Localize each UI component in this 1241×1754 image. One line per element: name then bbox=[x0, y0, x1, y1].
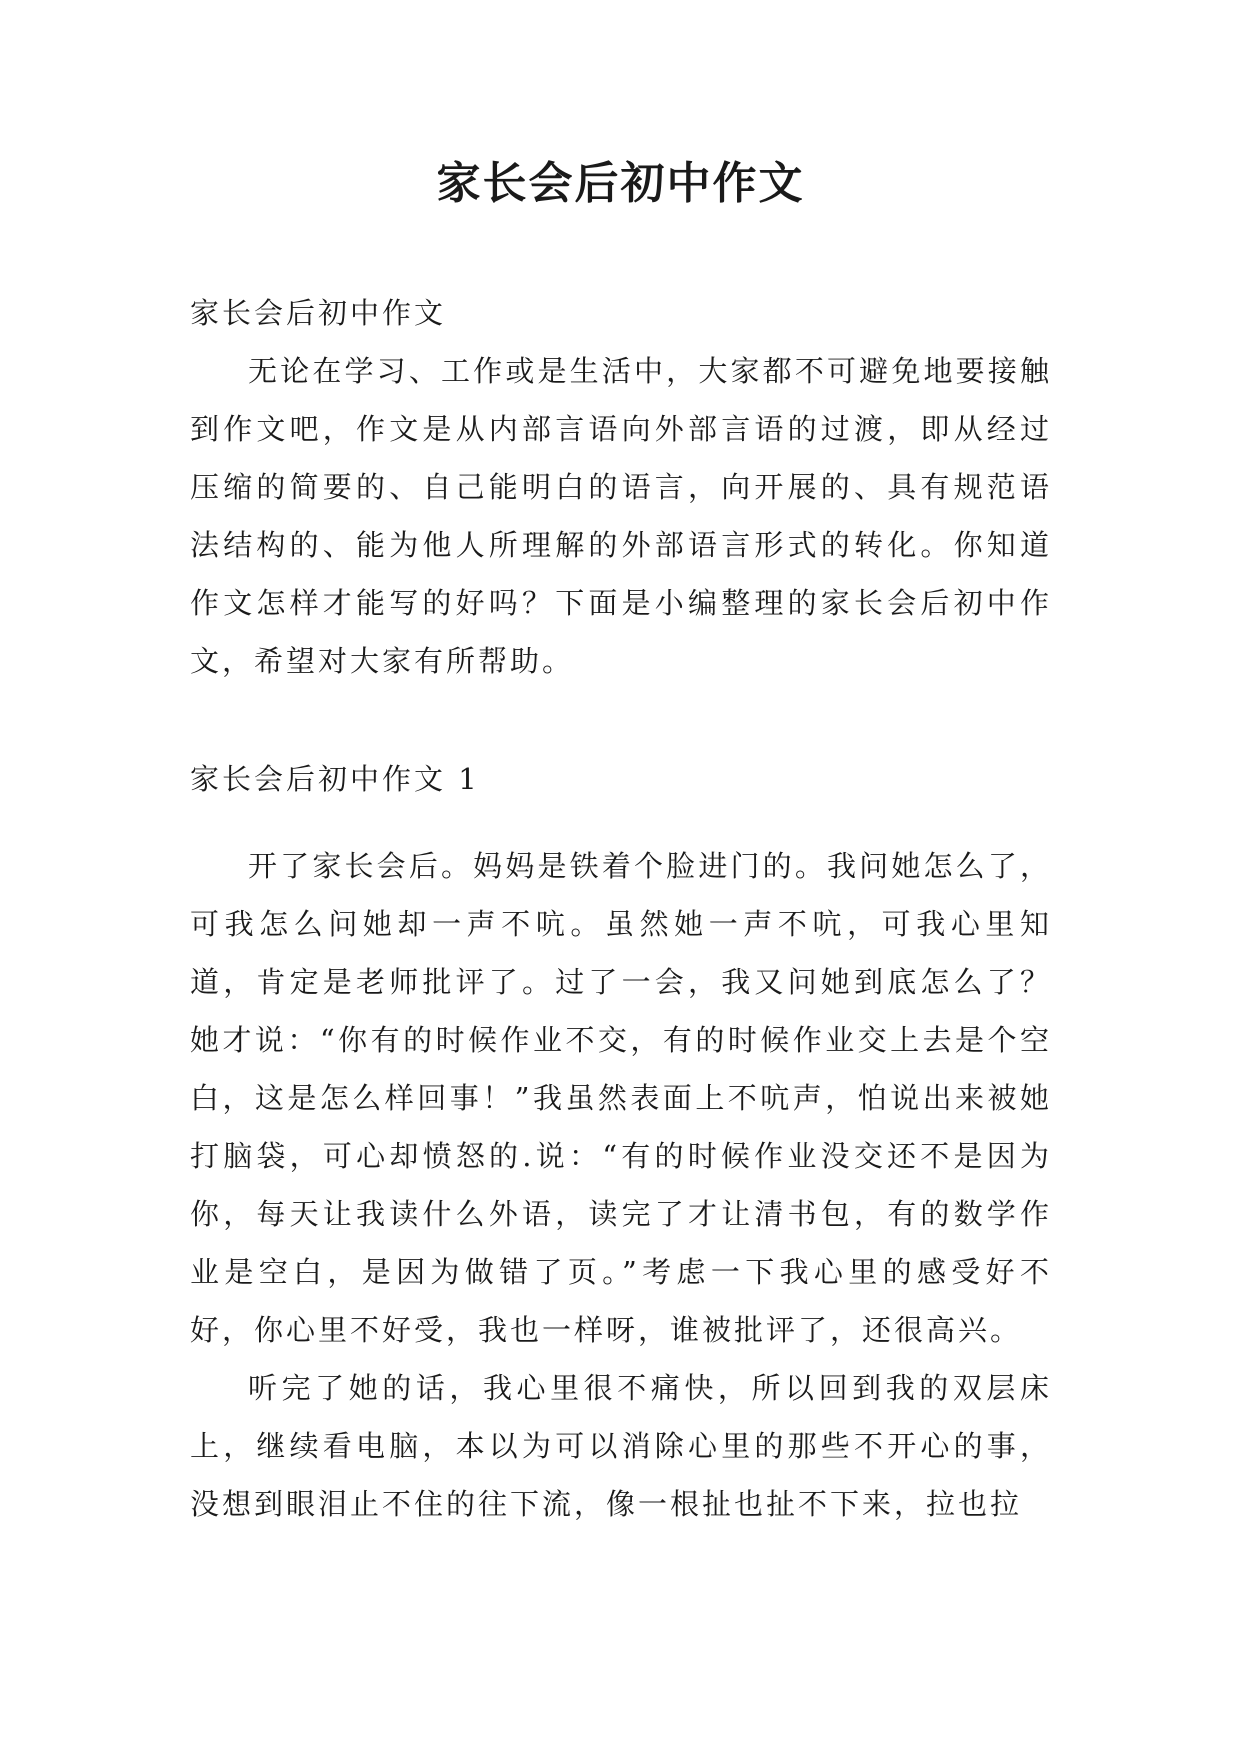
document-subtitle: 家长会后初中作文 bbox=[190, 296, 447, 330]
intro-paragraph: 无论在学习、工作或是生活中，大家都不可避免地要接触到作文吧，作文是从内部言语向外部言语的过渡，即从经过压缩的简要的、自己能明白的语言，向开展的、具有规范语法结构的、能为他人所理解的外部语言形式的转化。你知道作文怎样才能写的好吗？下面是小编整理的家长会后初中作文，希望对大家有所帮助。 bbox=[190, 354, 1052, 678]
document-body bbox=[190, 284, 1052, 1533]
section-heading: 家长会后初中作文 1 bbox=[190, 762, 480, 796]
body-paragraph: 听完了她的话，我心里很不痛快，所以回到我的双层床上，继续看电脑，本以为可以消除心里的那些不开心的事，没想到眼泪止不住的往下流，像一根扯也扯不下来，拉也拉 bbox=[190, 1371, 1052, 1521]
body-paragraph: 开了家长会后。妈妈是铁着个脸进门的。我问她怎么了，可我怎么问她却一声不吭。虽然她一声不吭，可我心里知道，肯定是老师批评了。过了一会，我又问她到底怎么了？她才说：“你有的时候作业不交，有的时候作业交上去是个空白，这是怎么样回事！”我虽然表面上不吭声，怕说出来被她打脑袋，可心却愤怒的.说：“有的时候作业没交还不是因为你，每天让我读什么外语，读完了才让清书包，有的数学作业是空白，是因为做错了页。”考虑一下我心里的感受好不好，你心里不好受，我也一样呀，谁被批评了，还很高兴。 bbox=[190, 849, 1052, 1347]
document-title: 家长会后初中作文 bbox=[436, 158, 805, 209]
